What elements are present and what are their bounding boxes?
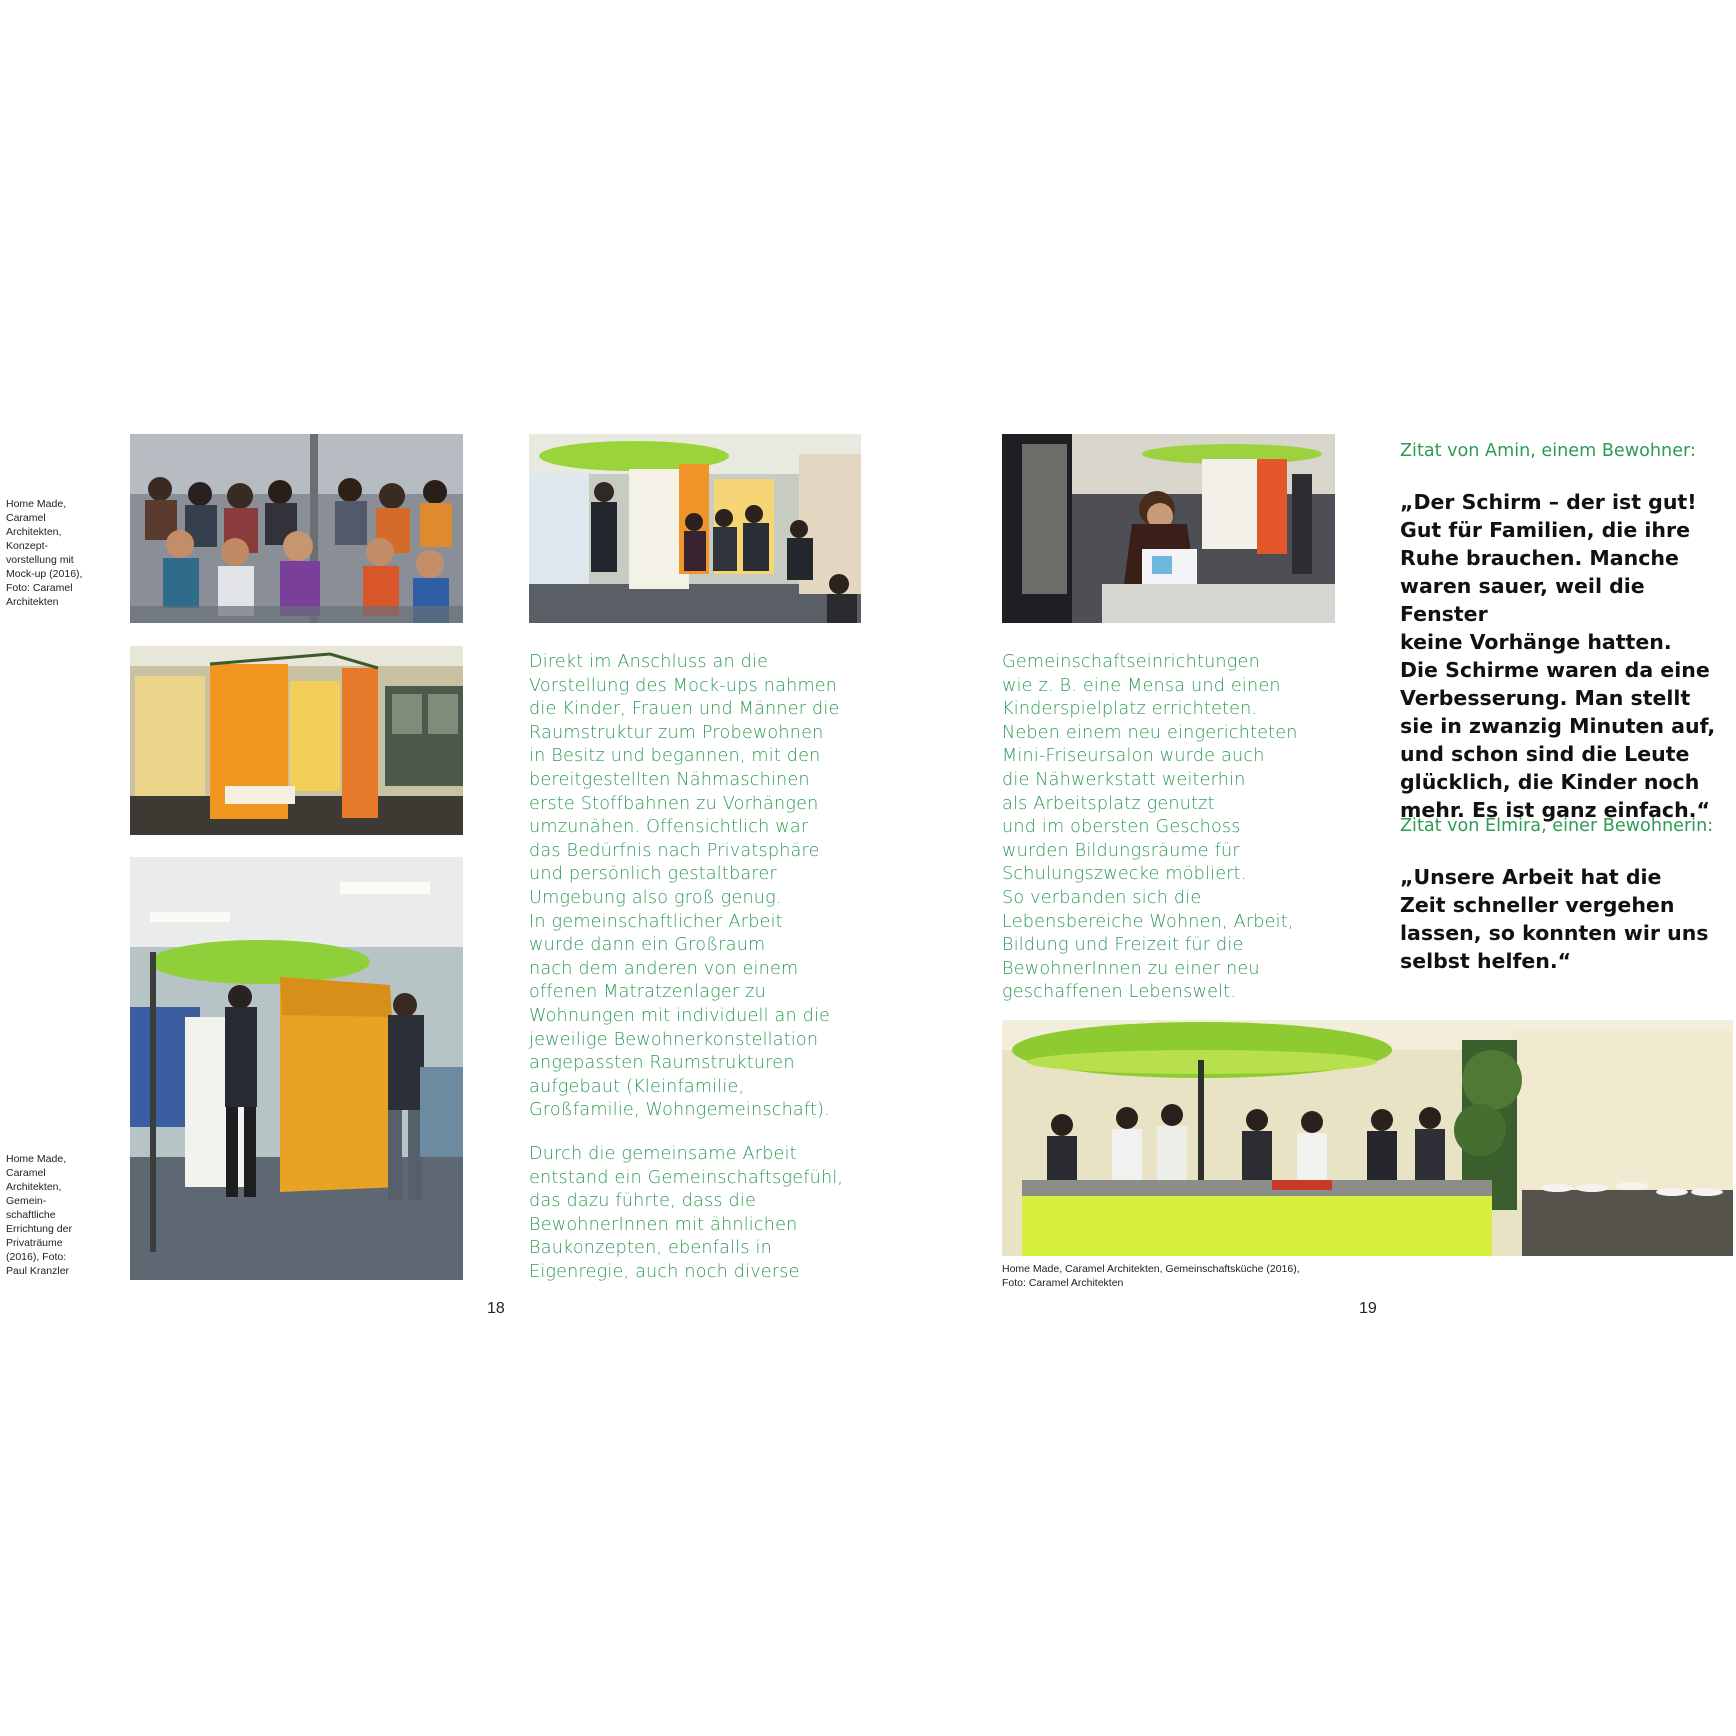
quote-attribution-elmira: Zitat von Elmira, einer Bewohnerin:: [1400, 816, 1714, 836]
quote-amin: „Der Schirm – der ist gut! Gut für Familien, die ihre Ruhe brauchen. Manche waren sauer, weil die Fenster keine Vorhänge hatten. Die Schirme waren da eine Verbesserung. Man stellt sie in zwanzig Minuten auf, und schon sind die Leute glücklich, die Kinder noch mehr. Es ist ganz einfach.“: [1400, 490, 1716, 822]
body-text-column-3: Gemeinschaftseinrichtungen wie z. B. eine Mensa und einen Kinderspielplatz errichteten. Neben einem neu eingerichteten Mini-Friseursalon wurde auch die Nähwerkstatt weiterhin als Arbeitsplatz genutzt und im obersten Geschoss wurden Bildungsräume für Schulungszwecke möbliert. So verbanden sich die Lebensbereiche Wohnen, Arbeit, Bildung und Freizeit für die BewohnerInnen zu einer neu geschaffenen Lebenswelt.: [1002, 652, 1298, 1003]
photo-community-kitchen: [1002, 1020, 1733, 1256]
photo-caption-kitchen: Home Made, Caramel Architekten, Gemeinschaftsküche (2016), Foto: Caramel Architekten: [1002, 1263, 1300, 1289]
photo-audience: [130, 434, 463, 623]
photo-caption-top-left: Home Made, Caramel Architekten, Konzept- vorstellung mit Mock-up (2016), Foto: Caramel Architekten: [6, 498, 83, 608]
body-text-column-2: Direkt im Anschluss an die Vorstellung des Mock-ups nahmen die Kinder, Frauen und Männer die Raumstruktur zum Probewohnen in Besitz und begannen, mit den bereitgestellten Nähmaschinen erste Stoffbahnen zu Vorhängen umzunähen. Offensichtlich war das Bedürfnis nach Privatsphäre und persönlich gestaltbarer Umgebung also groß genug. In gemeinschaftlicher Arbeit wurde dann ein Großraum nach dem anderen von einem offenen Matratzenlager zu Wohnungen mit individuell an die jeweilige Bewohnerkonstellation angepassten Raumstrukturen aufgebaut (Kleinfamilie, Großfamilie, Wohngemeinschaft).: [529, 652, 840, 1121]
quote-elmira: „Unsere Arbeit hat die Zeit schneller vergehen lassen, so konnten wir uns selbst helfen.“: [1400, 865, 1709, 973]
photo-curtain-rooms: [130, 646, 463, 835]
body-text-column-2-paragraph-2: Durch die gemeinsame Arbeit entstand ein Gemeinschaftsgefühl, das dazu führte, dass die BewohnerInnen mit ähnlichen Baukonzepten, ebenfalls in Eigenregie, auch noch diverse: [529, 1144, 844, 1282]
photo-caption-bottom-left: Home Made, Caramel Architekten, Gemein- schaftliche Errichtung der Privaträume (2016), Foto: Paul Kranzler: [6, 1153, 72, 1277]
quote-attribution-amin: Zitat von Amin, einem Bewohner:: [1400, 441, 1696, 461]
page-number-left: 18: [487, 1300, 505, 1317]
photo-hanging-curtain: [130, 857, 463, 1280]
photo-umbrella-meeting: [529, 434, 861, 623]
photo-sewing-machine: [1002, 434, 1335, 623]
page-number-right: 19: [1359, 1300, 1377, 1317]
